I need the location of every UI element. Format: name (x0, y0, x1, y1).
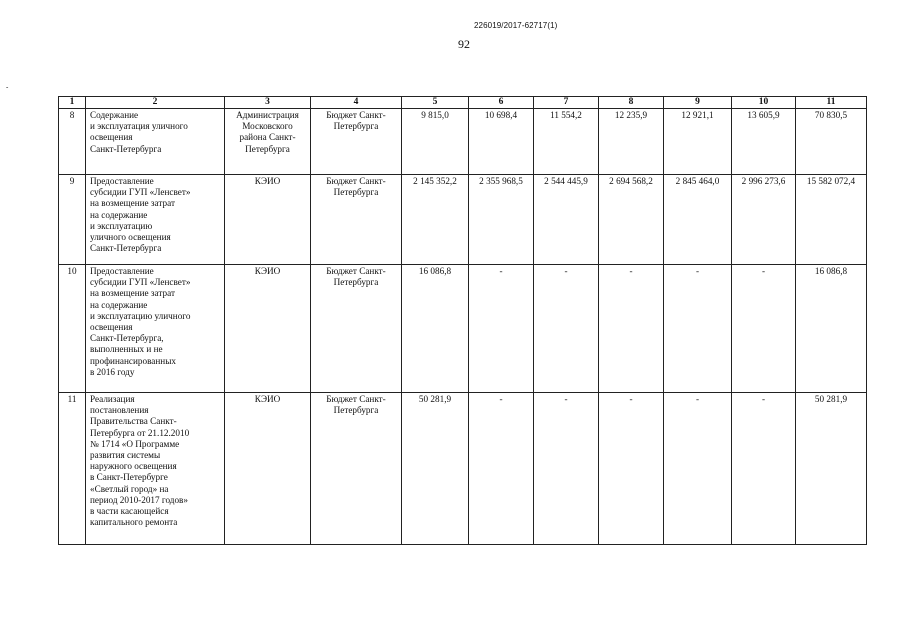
program-funding-table (58, 96, 867, 545)
measure-name: Реализация постановления Правительства Санкт- Петербурга от 21.12.2010 № 1714 «О Программе развития системы наружного освещения в Санкт-Петербурге «Светлый город» на период 2010-2017 годов» в части касающейся капитального ремонта (86, 393, 225, 545)
amount-year-7: - (534, 393, 599, 545)
amount-year-8: - (599, 393, 664, 545)
table-row (59, 265, 867, 393)
executor: КЭИО (225, 265, 311, 393)
column-header: 10 (732, 97, 796, 109)
amount-year-8: 2 694 568,2 (599, 175, 664, 265)
column-header: 1 (59, 97, 86, 109)
amount-year-8: 12 235,9 (599, 109, 664, 175)
executor: КЭИО (225, 393, 311, 545)
amount-year-6: - (469, 393, 534, 545)
amount-year-5: 16 086,8 (402, 265, 469, 393)
page-number: 92 (458, 37, 470, 51)
row-number: 10 (59, 265, 86, 393)
column-header: 9 (664, 97, 732, 109)
amount-year-10: - (732, 265, 796, 393)
margin-mark: - (6, 83, 9, 91)
column-header: 6 (469, 97, 534, 109)
column-header: 8 (599, 97, 664, 109)
amount-year-5: 2 145 352,2 (402, 175, 469, 265)
row-number: 8 (59, 109, 86, 175)
amount-year-9: 2 845 464,0 (664, 175, 732, 265)
amount-total: 70 830,5 (796, 109, 867, 175)
column-header: 7 (534, 97, 599, 109)
amount-year-7: 11 554,2 (534, 109, 599, 175)
measure-name: Предоставление субсидии ГУП «Ленсвет» на возмещение затрат на содержание и эксплуатацию уличного освещения Санкт-Петербурга (86, 175, 225, 265)
document-number: 226019/2017-62717(1) (474, 21, 558, 30)
table-row (59, 109, 867, 175)
table-row (59, 175, 867, 265)
header-row (59, 97, 867, 109)
executor: Администрация Московского района Санкт- Петербурга (225, 109, 311, 175)
amount-year-7: - (534, 265, 599, 393)
amount-total: 15 582 072,4 (796, 175, 867, 265)
amount-total: 16 086,8 (796, 265, 867, 393)
funding-source: Бюджет Санкт- Петербурга (311, 393, 402, 545)
amount-year-7: 2 544 445,9 (534, 175, 599, 265)
measure-name: Содержание и эксплуатация уличного освещения Санкт-Петербурга (86, 109, 225, 175)
row-number: 11 (59, 393, 86, 545)
amount-year-9: - (664, 265, 732, 393)
measure-name: Предоставление субсидии ГУП «Ленсвет» на возмещение затрат на содержание и эксплуатацию уличного освещения Санкт-Петербурга, выполненных и не профинансированных в 2016 году (86, 265, 225, 393)
column-header: 2 (86, 97, 225, 109)
amount-year-9: - (664, 393, 732, 545)
amount-year-8: - (599, 265, 664, 393)
amount-year-5: 9 815,0 (402, 109, 469, 175)
amount-year-9: 12 921,1 (664, 109, 732, 175)
amount-year-10: - (732, 393, 796, 545)
column-header: 3 (225, 97, 311, 109)
funding-source: Бюджет Санкт- Петербурга (311, 175, 402, 265)
funding-source: Бюджет Санкт- Петербурга (311, 265, 402, 393)
amount-year-10: 13 605,9 (732, 109, 796, 175)
amount-year-6: - (469, 265, 534, 393)
amount-year-6: 10 698,4 (469, 109, 534, 175)
amount-total: 50 281,9 (796, 393, 867, 545)
amount-year-6: 2 355 968,5 (469, 175, 534, 265)
column-header: 11 (796, 97, 867, 109)
amount-year-10: 2 996 273,6 (732, 175, 796, 265)
funding-source: Бюджет Санкт- Петербурга (311, 109, 402, 175)
amount-year-5: 50 281,9 (402, 393, 469, 545)
table-row (59, 393, 867, 545)
executor: КЭИО (225, 175, 311, 265)
column-header: 4 (311, 97, 402, 109)
row-number: 9 (59, 175, 86, 265)
column-header: 5 (402, 97, 469, 109)
